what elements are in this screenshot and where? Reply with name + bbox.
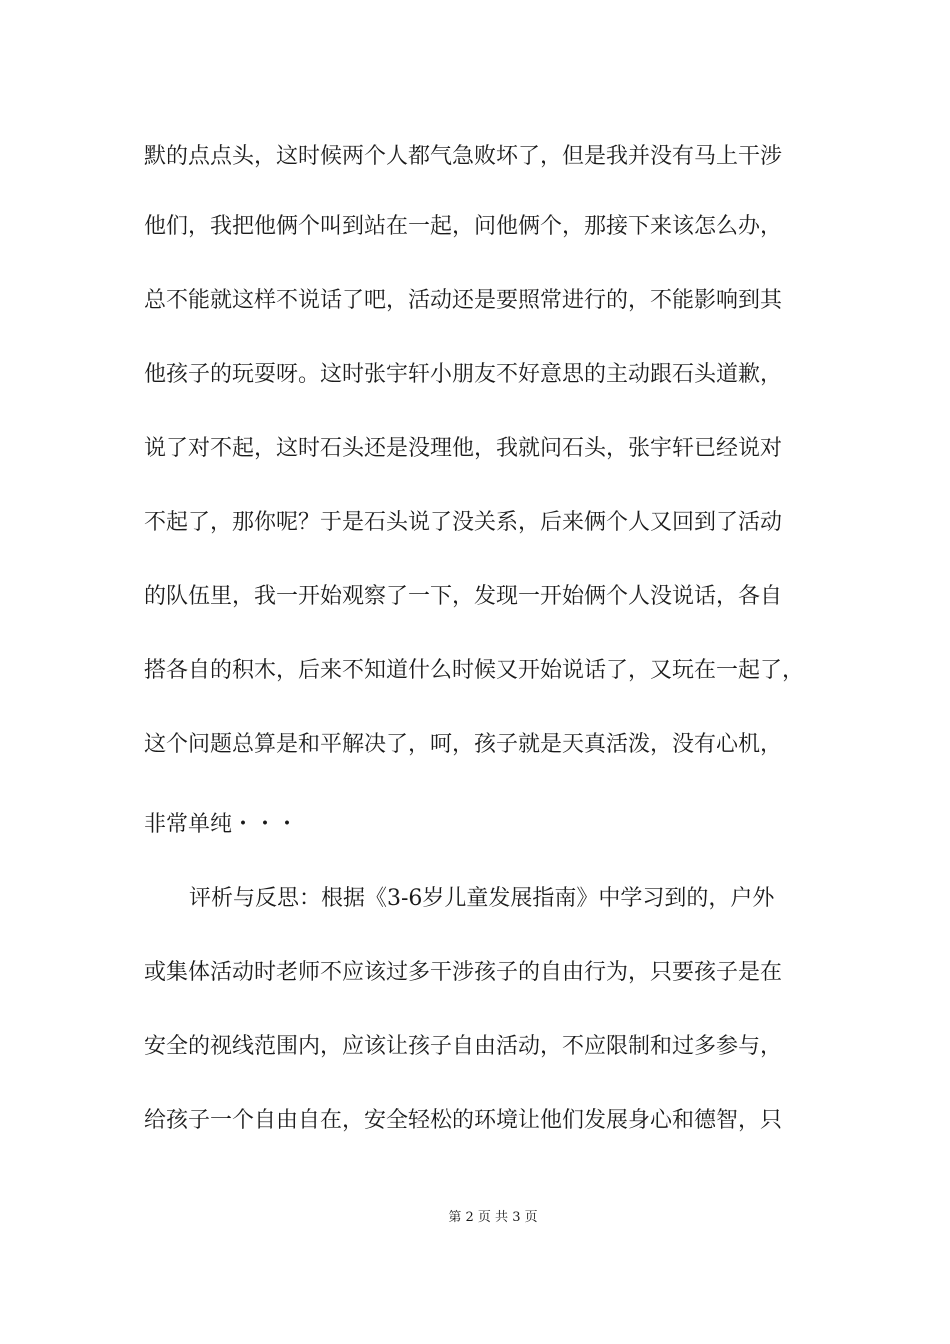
- page-number-footer: 第 2 页 共 3 页: [448, 1210, 538, 1225]
- text-line-1: 默的点点头，这时候两个人都气急败坏了，但是我并没有马上干涉: [144, 144, 783, 169]
- text-line-14: 给孩子一个自由自在，安全轻松的环境让他们发展身心和德智，只: [144, 1108, 783, 1133]
- text-line-4: 他孩子的玩耍呀。这时张宇轩小朋友不好意思的主动跟石头道歉，: [144, 362, 783, 387]
- text-line-9: 这个问题总算是和平解决了，呵，孩子就是天真活泼，没有心机，: [144, 732, 783, 757]
- text-line-10: 非常单纯・・・: [144, 812, 299, 837]
- paragraph-start-line: 评析与反思：根据《3-6岁儿童发展指南》中学习到的，户外: [189, 886, 775, 911]
- text-line-3: 总不能就这样不说话了吧，活动还是要照常进行的，不能影响到其: [144, 288, 783, 313]
- text-line-7: 的队伍里，我一开始观察了一下，发现一开始俩个人没说话，各自: [144, 584, 783, 609]
- text-line-2: 他们，我把他俩个叫到站在一起，问他俩个，那接下来该怎么办，: [144, 214, 783, 239]
- text-line-8: 搭各自的积木，后来不知道什么时候又开始说话了，又玩在一起了，: [144, 658, 805, 683]
- text-line-13: 安全的视线范围内，应该让孩子自由活动，不应限制和过多参与，: [144, 1034, 783, 1059]
- text-line-12: 或集体活动时老师不应该过多干涉孩子的自由行为，只要孩子是在: [144, 960, 783, 985]
- text-line-5: 说了对不起，这时石头还是没理他，我就问石头，张宇轩已经说对: [144, 436, 783, 461]
- text-line-6: 不起了，那你呢？于是石头说了没关系，后来俩个人又回到了活动: [144, 510, 783, 535]
